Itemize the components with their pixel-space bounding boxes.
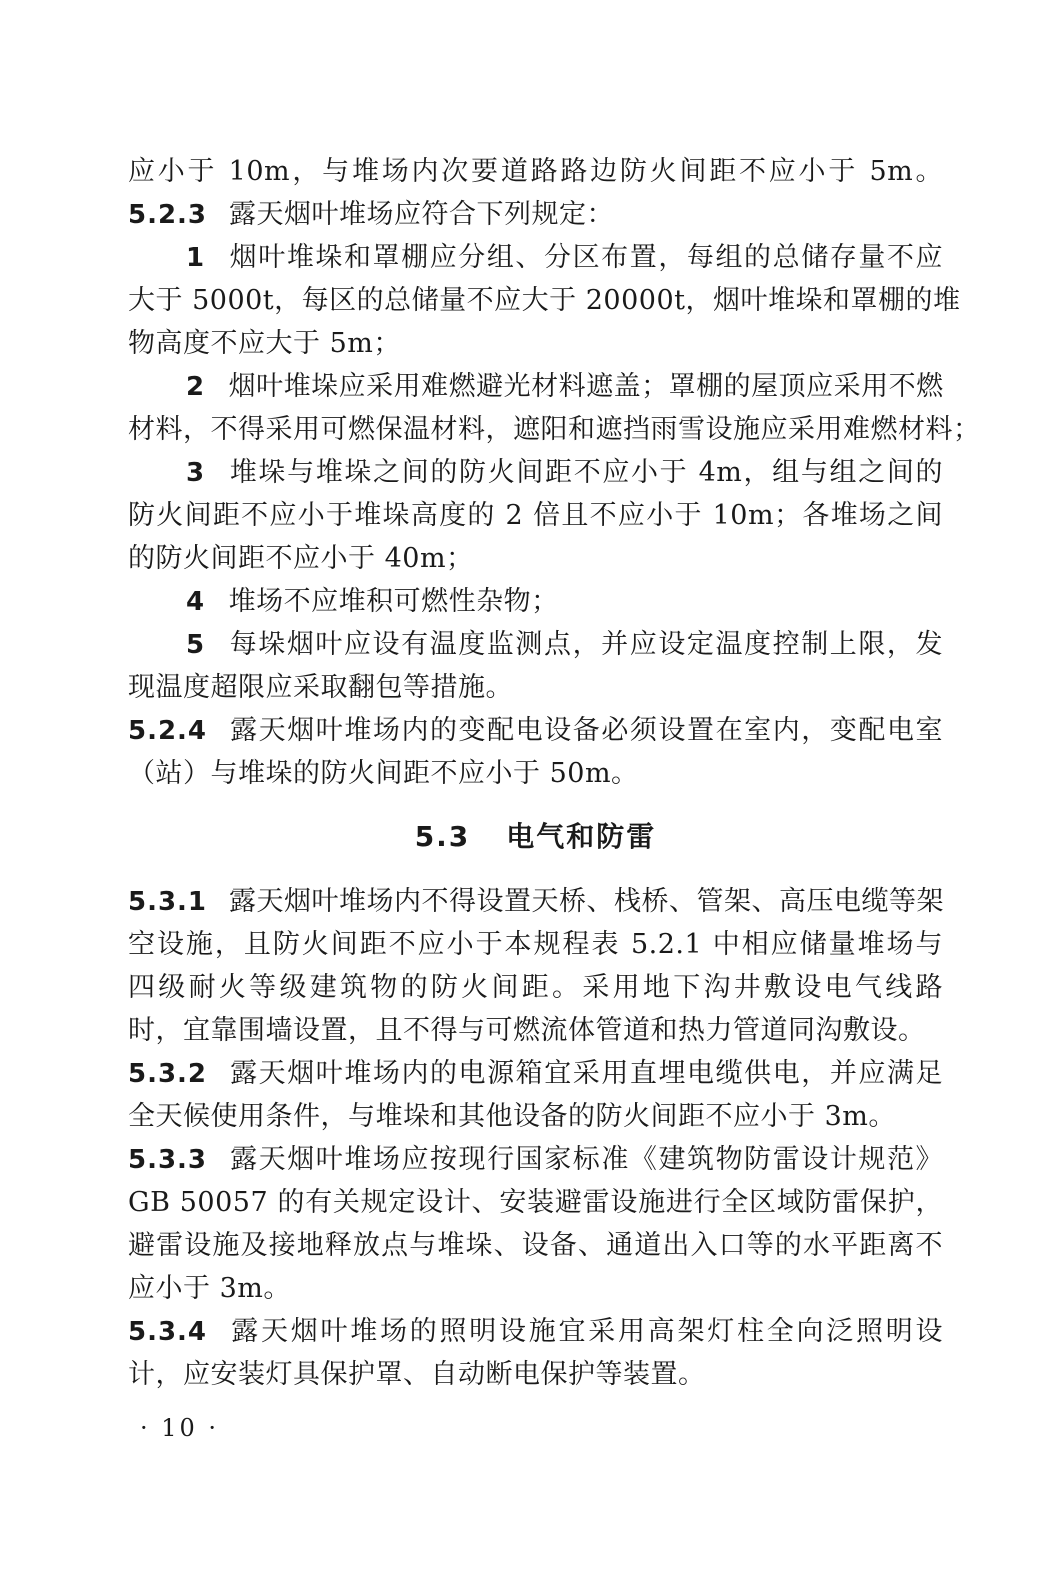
clause-5-3-3 <box>128 1138 943 1181</box>
text-span: 时，宜靠围墙设置，且不得与可燃流体管道和热力管道同沟敷设。 <box>128 1015 926 1046</box>
text-line <box>128 923 943 966</box>
clause-text: 露天烟叶堆场内的电源箱宜采用直埋电缆供电，并应满足 <box>229 1058 943 1089</box>
text-span: 空设施，且防火间距不应小于本规程表 5.2.1 中相应储量堆场与 <box>128 929 943 960</box>
text-span: 防火间距不应小于堆垛高度的 2 倍且不应小于 10m；各堆场之间 <box>128 500 943 531</box>
clause-5-3-4 <box>128 1310 943 1353</box>
text-line <box>128 1267 943 1310</box>
text-line <box>128 322 943 365</box>
clause-text: 露天烟叶堆场应符合下列规定： <box>229 199 615 230</box>
clause-5-3-2 <box>128 1052 943 1095</box>
text-span: （站）与堆垛的防火间距不应小于 50m。 <box>128 758 639 789</box>
clause-number: 5.3.3 <box>128 1145 208 1175</box>
clause-number: 5.3.2 <box>128 1059 208 1089</box>
text-line <box>128 279 961 322</box>
text-line <box>128 966 943 1009</box>
text-line <box>128 1009 943 1052</box>
section-number: 5.3 <box>414 820 471 853</box>
item-3 <box>128 451 943 494</box>
item-text: 堆场不应堆积可燃性杂物； <box>228 586 559 617</box>
text-span: 材料，不得采用可燃保温材料，遮阳和遮挡雨雪设施应采用难燃材料； <box>128 414 981 445</box>
item-number: 3 <box>186 458 205 488</box>
item-number: 1 <box>186 243 205 273</box>
text-span: 物高度不应大于 5m； <box>128 328 401 359</box>
text-span: 大于 5000t，每区的总储量不应大于 20000t，烟叶堆垛和罩棚的堆 <box>128 285 961 316</box>
clause-number: 5.2.3 <box>128 200 208 230</box>
item-5 <box>128 623 943 666</box>
text-span: 计，应安装灯具保护罩、自动断电保护等装置。 <box>128 1359 706 1390</box>
text-span: 现温度超限应采取翻包等措施。 <box>128 672 513 703</box>
clause-5-3-1 <box>128 880 943 923</box>
document-body <box>128 150 981 1396</box>
item-text: 堆垛与堆垛之间的防火间距不应小于 4m，组与组之间的 <box>228 457 943 488</box>
text-line <box>128 1224 943 1267</box>
clause-5-2-4 <box>128 709 943 752</box>
clause-number: 5.3.4 <box>128 1317 208 1347</box>
section-title: 电气和防雷 <box>506 820 657 853</box>
text-line <box>128 537 943 580</box>
text-line <box>128 1095 943 1138</box>
section-heading <box>128 815 943 858</box>
item-number: 5 <box>186 630 205 660</box>
text-span: 的防火间距不应小于 40m； <box>128 543 474 574</box>
text-line <box>128 752 943 795</box>
text-span: 四级耐火等级建筑物的防火间距。采用地下沟井敷设电气线路 <box>128 972 943 1003</box>
item-1 <box>128 236 943 279</box>
clause-number: 5.3.1 <box>128 887 208 917</box>
item-text: 烟叶堆垛和罩棚应分组、分区布置，每组的总储存量不应 <box>228 242 943 273</box>
text-line <box>128 1353 943 1396</box>
text-span: 全天候使用条件，与堆垛和其他设备的防火间距不应小于 3m。 <box>128 1101 896 1132</box>
text-line <box>128 150 943 193</box>
clause-text: 露天烟叶堆场的照明设施宜采用高架灯柱全向泛照明设 <box>229 1316 943 1347</box>
text-span: 应小于 10m，与堆场内次要道路路边防火间距不应小于 5m。 <box>128 156 943 187</box>
text-line <box>128 408 981 451</box>
clause-5-2-3 <box>128 193 943 236</box>
page-number: · 10 · <box>140 1414 220 1442</box>
clause-text: 露天烟叶堆场应按现行国家标准《建筑物防雷设计规范》 <box>229 1144 943 1175</box>
text-span: 避雷设施及接地释放点与堆垛、设备、通道出入口等的水平距离不 <box>128 1230 943 1261</box>
item-4 <box>128 580 943 623</box>
item-number: 4 <box>186 587 205 617</box>
item-number: 2 <box>186 372 205 402</box>
clause-text: 露天烟叶堆场内不得设置天桥、栈桥、管架、高压电缆等架 <box>229 886 945 917</box>
text-line <box>128 666 943 709</box>
clause-text: 露天烟叶堆场内的变配电设备必须设置在室内，变配电室 <box>229 715 943 746</box>
text-line <box>128 1181 943 1224</box>
text-span: 应小于 3m。 <box>128 1273 291 1304</box>
clause-number: 5.2.4 <box>128 716 208 746</box>
text-line <box>128 494 943 537</box>
text-span: GB 50057 的有关规定设计、安装避雷设施进行全区域防雷保护， <box>128 1187 943 1218</box>
item-text: 每垛烟叶应设有温度监测点，并应设定温度控制上限，发 <box>228 629 943 660</box>
item-text: 烟叶堆垛应采用难燃避光材料遮盖；罩棚的屋顶应采用不燃 <box>228 371 944 402</box>
item-2 <box>128 365 943 408</box>
